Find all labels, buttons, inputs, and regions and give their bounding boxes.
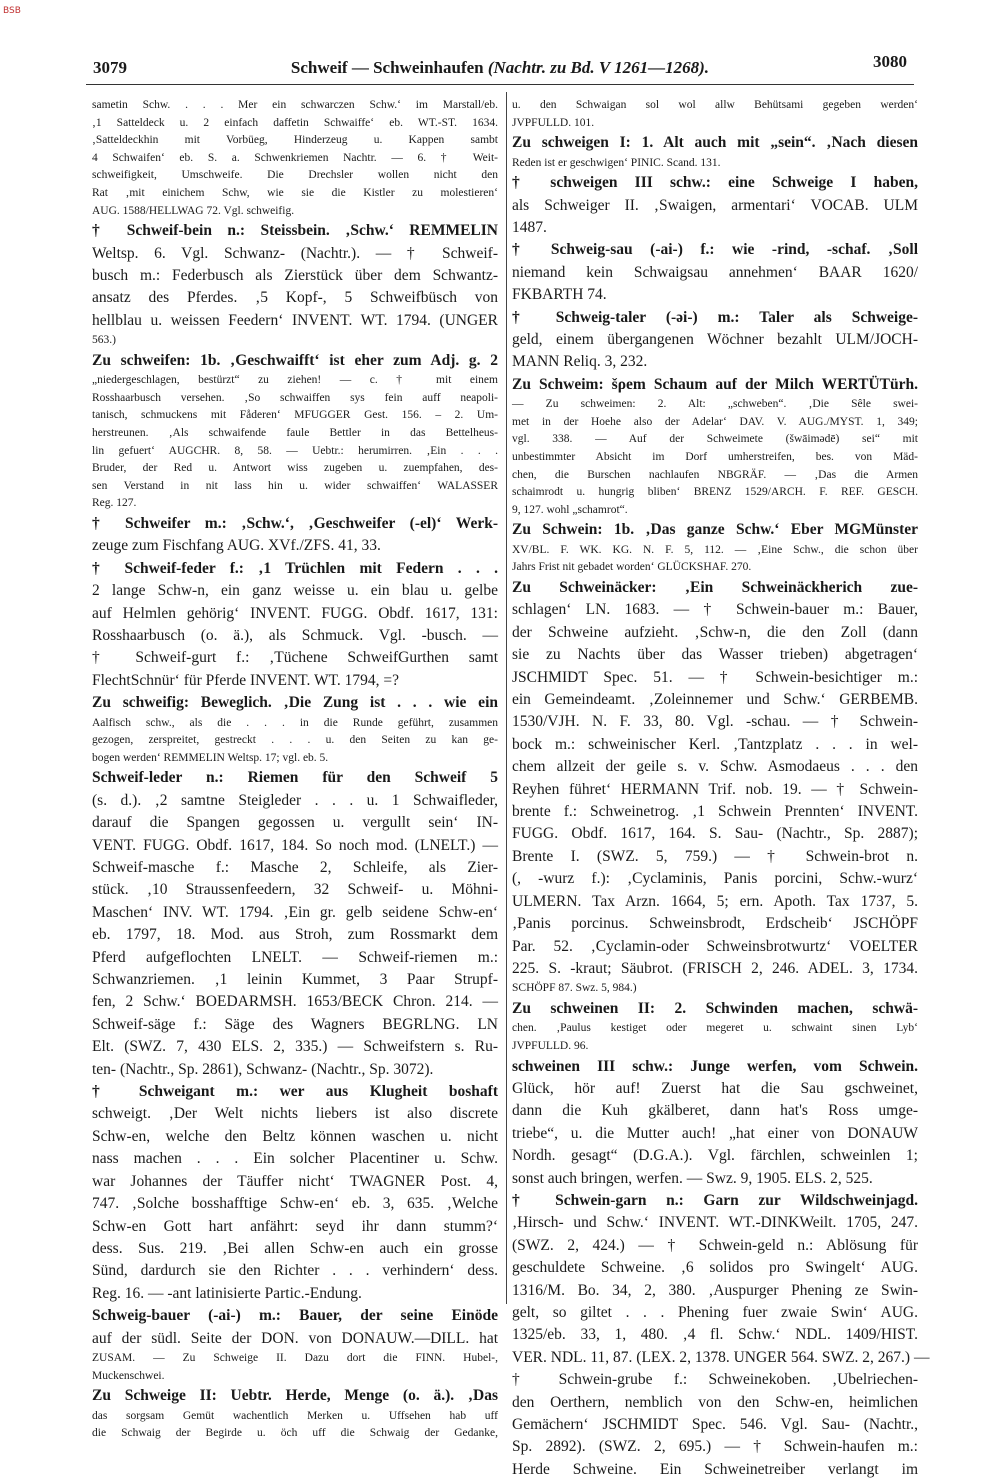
text-line: (, -wurz f.): ‚Cyclaminis, Panis porcini, Schw.-wurz‘	[512, 870, 918, 888]
text-line: Gemächern‘ JSCHMIDT Spec. 546. Vgl. Sau- (Nachtr.,	[512, 1416, 918, 1433]
library-stamp: BSB	[3, 6, 21, 16]
text-line: schweinen III schw.: Junge werfen, vom Schwein.	[512, 1057, 918, 1075]
text-line: (SWZ. 2, 424.) — † Schwein-geld n.: Ablösung für	[512, 1236, 918, 1254]
text-line: Brente I. (SWZ. 5, 759.) — † Schwein-brot n.	[512, 847, 918, 865]
text-line: sie zu Nachts über das Wasser trieben) abgetragen‘	[512, 646, 918, 664]
text-line: brente f.: Schweinetrog. ‚1 Schwein Prennten‘ INVENT.	[512, 803, 918, 821]
text-line: bock m.: schweinischer Kerl. ‚Tantzplatz . . . in wel-	[512, 735, 918, 753]
text-line: triebe“, u. die Mutter auch! „hat einer von DONAUW	[512, 1124, 918, 1142]
text-line: geschuldete Schweine. ‚6 solidos pro Swingelt‘ AUG.	[512, 1259, 918, 1277]
text-line: schaimrodt u. hungrig bliben‘ BRENZ 1529/ARCH. F. REF. GESCH.	[512, 486, 918, 499]
text-line: Zu schweinen II: 2. Schwinden machen, schwä-	[512, 999, 918, 1017]
text-line: † Schweig-sau (-ai-) f.: wie -rind, -schaf. ‚Soll	[512, 241, 918, 259]
page-number-right: 3080	[873, 52, 907, 71]
text-line: † Schweig-taler (-əi-) m.: Taler als Schweige-	[512, 308, 918, 326]
text-line: 747. ‚Solche bosshafftige Schw-en‘ eb. 3, 635. ‚Welche	[92, 1195, 498, 1213]
text-line: 225. S. -kraut; Säubrot. (FRISCH 2, 246. ADEL. 3, 1734.	[512, 959, 918, 977]
text-line: met in der Hoehe also der Adelar‘ DAV. V. AUG./MYST. 1, 349;	[512, 415, 918, 428]
text-line: Schwanzriemen. ‚1 leinin Kummet, 3 Paar Strupf-	[92, 971, 498, 989]
text-line: auf Helmlen gehörig‘ INVENT. FUGG. Obdf. 1617, 131:	[92, 604, 498, 622]
text-line: stück. ‚10 Straussenfeedern, 32 Schweif- u. Möhni-	[92, 881, 498, 899]
text-line: Aalfisch schw., als die . . . in die Runde geführt, zusammen	[92, 716, 498, 729]
text-line: chem allzeit der geile s. v. Schw. Asmodaeus . . . den	[512, 758, 918, 776]
page-number-left: 3079	[93, 58, 127, 77]
text-line: dann die Kuh gkälberet, dann hat's Ross umge-	[512, 1102, 918, 1120]
text-line: JVPFULLD. 101.	[512, 116, 595, 129]
text-line: † Schweif-feder f.: ‚1 Trüchlen mit Federn . . .	[92, 559, 498, 577]
text-line: 9, 127. wohl „schamrot“.	[512, 503, 628, 516]
text-line: auf der südl. Seite der DON. von DONAUW.—DILL. hat	[92, 1329, 498, 1347]
text-line: hellblau u. weissen Feedern‘ INVENT. WT. 1794. (UNGER	[92, 311, 498, 329]
text-line: den Oerthern, nemblich von den Schw-en, heimlichen	[512, 1393, 918, 1411]
text-line: SCHÖPF 87. Swz. 5, 984.)	[512, 982, 637, 995]
title-headwords: Schweif — Schweinhaufen	[290, 58, 484, 77]
text-line: „niedergeschlagen, bestürzt“ zu ziehen! — c. † mit einem	[92, 374, 498, 387]
text-line: † Schwein-grube f.: Schweinekoben. ‚Ubelriechen-	[512, 1371, 918, 1389]
text-line: ULMERN. Tax Arzn. 1664, 5; ern. Apoth. Tax 1737, 5.	[512, 892, 918, 910]
text-line: zeuge zum Fischfang AUG. XVf./ZFS. 41, 33.	[92, 537, 381, 555]
text-line: FlechtSchnür‘ für Pferde INVENT. WT. 1794, =?	[92, 671, 400, 689]
text-line: XV/BL. F. WK. KG. N. F. 5, 112. — ‚Eine Schw., die schon über	[512, 543, 918, 556]
left-column	[92, 97, 498, 1440]
text-line: nass machen . . . Ein solcher Placentiner u. Schw.	[92, 1150, 498, 1168]
text-line: Zu schweigen I: 1. Alt auch mit „sein“. ‚Nach diesen	[512, 134, 918, 152]
text-line: tanisch, schmuckens mit Fåderen‘ MFUGGER Gest. 156. – 2. Um-	[92, 409, 498, 422]
text-line: ZUSAM. — Zu Schweige II. Dazu dort die FINN. Hubel-,	[92, 1351, 498, 1364]
text-line: Zu Schweige II: Uebtr. Herde, Menge (o. ä.). ‚Das	[92, 1387, 498, 1405]
text-line: FKBARTH 74.	[512, 286, 607, 304]
text-line: † schweigen III schw.: eine Schweige I haben,	[512, 174, 918, 192]
text-line: 1325/eb. 33, 1, 480. ‚4 fl. Schw.‘ NDL. 1409/HIST.	[512, 1326, 918, 1344]
text-line: Bruder, der Red u. Antwort wiss zugeben u. zuempfahen, des-	[92, 462, 498, 475]
text-line: der Schweine aufzieht. ‚Schw-n, die den Zoll (dann	[512, 623, 918, 641]
text-line: die Schwaig der Begirde u. öch uff die Schwaig der Gedanke,	[92, 1427, 498, 1440]
text-line: Sünd, dardurch sie den Richter . . . verhindern‘ dess.	[92, 1262, 498, 1280]
text-line: Zu Schwein: 1b. ‚Das ganze Schw.‘ Eber MGMünster	[512, 521, 918, 539]
text-line: (s. d.). ‚2 samtne Steigleder . . . u. 1 Schwaifleder,	[92, 791, 498, 809]
text-line: † Schweigant m.: wer aus Klugheit boshaft	[92, 1083, 498, 1101]
text-line: Schweif-masche f.: Masche 2, Schleife, als Zier-	[92, 859, 498, 876]
text-line: Nordh. gesagt“ (D.G.A.). Vgl. färchlen, schweinlen 1;	[512, 1147, 918, 1165]
text-line: 4 Schwaifen‘ eb. S. a. Schwenkriemen Nachtr. — 6. † Weit-	[92, 151, 498, 164]
text-line: Pferd aufgeflochten LNELT. — Schweif-riemen m.:	[92, 948, 498, 966]
text-line: bogen werden‘ REMMELIN Weltsp. 17; vgl. eb. 5.	[92, 751, 329, 764]
text-line: † Schweif-gurt f.: ‚Tüchene SchweifGurthen samt	[92, 649, 498, 667]
text-line: Muckenschwei.	[92, 1369, 165, 1382]
text-line: Rosshaarbusch (o. ä.), als Schmuck. Vgl. -busch. —	[92, 626, 498, 644]
text-line: sametin Schw. . . . Mer ein schwarczen Schw.‘ im Marstall/eb.	[92, 99, 498, 111]
text-line: 1530/VJH. N. F. 33, 80. Vgl. -schau. — † Schwein-	[512, 713, 918, 731]
title-volume-ref: (Nachtr. zu Bd. V 1261—1268).	[487, 58, 710, 77]
text-line: war Johannes der Täuffer nicht‘ TWAGNER Post. 4,	[92, 1172, 498, 1190]
text-line: Herde Schweine. Ein Schweinetreiber verlangt im	[512, 1460, 918, 1478]
text-line: unbestimmter Absicht im Dorf umherstreifen, bes. von Mäd-	[512, 451, 918, 464]
text-line: Maschen‘ INV. WT. 1794. ‚Ein gr. gelb seidene Schw-en‘	[92, 903, 498, 921]
text-line: 563.)	[92, 334, 116, 347]
text-line: Reyhen führet‘ HERMANN Trif. nob. 19. — † Schwein-	[512, 780, 918, 798]
text-line: VENT. FUGG. Obdf. 1617, 184. So noch mod. (LNELT.) —	[92, 836, 498, 854]
text-line: Schweig-bauer (-ai-) m.: Bauer, der seine Einöde	[92, 1307, 498, 1325]
text-line: JSCHMIDT Spec. 51. — † Schwein-besichtiger m.:	[512, 668, 918, 686]
text-line: Reg. 127.	[92, 497, 137, 510]
text-line: fen, 2 Schw.‘ BOEDARMSH. 1653/BECK Chron. 214. —	[92, 993, 498, 1011]
text-line: — Zu schweimen: 2. Alt: „schweben“. ‚Die Sêle swei-	[512, 398, 918, 411]
text-line: MANN Reliq. 3, 232.	[512, 353, 648, 371]
text-line: ‚Panis porcinus. Schweinsbrodt, Erdscheib‘ JSCHÖPF	[512, 915, 918, 933]
running-header	[86, 52, 914, 80]
header-rule	[86, 84, 914, 85]
text-line: dess. Sus. 219. ‚Bei allen Schw-en auch ein grosse	[92, 1239, 498, 1257]
column-divider	[506, 92, 507, 1304]
text-line: Reden ist er geschwigen‘ PINIC. Scand. 131.	[512, 156, 721, 169]
text-line: chen, die Burschen nachlaufen NBGRÄF. — ‚Das die Armen	[512, 468, 918, 481]
text-line: Zu schweifen: 1b. ‚Geschwaifft‘ ist eher zum Adj. g. 2	[92, 351, 498, 369]
text-line: FUGG. Obdf. 1617, 164. S. Sau- (Nachtr., Sp. 2887);	[512, 825, 918, 843]
text-line: Zu Schweinäcker: ‚Ein Schweinäckherich zue-	[512, 579, 918, 596]
text-line: Schweif-säge f.: Säge des Wagners BEGRLNG. LN	[92, 1015, 498, 1033]
running-title	[86, 58, 914, 78]
text-line: u. den Schwaigan sol wol allw Behütsami gegeben werden‘	[512, 99, 918, 111]
text-line: Glück, hör auf! Zuerst hat die Sau gschweinet,	[512, 1079, 918, 1097]
text-line: Zu Schweim: šρem Schaum auf der Milch WERTÜTürh.	[512, 375, 918, 393]
text-line: † Schwein-garn n.: Garn zur Wildschweinjagd.	[512, 1191, 918, 1209]
text-line: Rat ‚mit einichem Schw, wie sie die Kistler zu molestieren‘	[92, 186, 498, 199]
text-line: ‚Satteldeckhin mit Vorbüeg, Hinderzeug u. Kappen sambt	[92, 134, 498, 147]
text-line: eb. 1797, 18. Mod. aus Stroh, zum Rossmarkt dem	[92, 926, 498, 944]
text-line: ‚1 Satteldeck u. 2 einfach daffetin Schwaiffe‘ eb. WT.-ST. 1634.	[92, 116, 498, 129]
text-line: geld, einem übergangenen Wöchner bezahlt ULM/JOCH-	[512, 331, 918, 349]
text-line: Zu schweifig: Beweglich. ‚Die Zung ist . . . wie ein	[92, 694, 498, 712]
text-line: schweigt. ‚Der Welt nichts liebers ist also discrete	[92, 1105, 498, 1123]
text-line: JVPFULLD. 96.	[512, 1039, 589, 1052]
text-line: schweifigkeit, Umschweife. Die Drechsler wollen nicht den	[92, 169, 498, 182]
text-line: Elt. (SWZ. 7, 430 ELS. 2, 335.) — Schweifstern s. Ru-	[92, 1038, 498, 1056]
text-line: 2 lange Schw-n, ein ganz weisse u. ein blau u. gelbe	[92, 582, 498, 600]
text-line: † Schweifer m.: ‚Schw.‘, ‚Geschweifer (-el)‘ Werk-	[92, 514, 498, 532]
text-line: AUG. 1588/HELLWAG 72. Vgl. schweifig.	[92, 204, 295, 217]
text-line: Schweif-leder n.: Riemen für den Schweif 5	[92, 769, 498, 787]
text-line: Schw-en Gott hart anfährt: seyd ihr dann stumm?‘	[92, 1217, 498, 1235]
text-line: vgl. 338. — Auf der Schweimete (šwāimədē) sei“ mit	[512, 433, 918, 446]
text-line: busch m.: Federbusch als Zierstück über dem Schwantz-	[92, 266, 498, 284]
text-line: gezogen, zerspreitet, gestreckt . . . u. den Seiten zu kan ge-	[92, 734, 498, 747]
text-line: chen. ‚Paulus kestiget oder megeret u. schwaint sinen Lyb‘	[512, 1022, 918, 1035]
text-line: Weltsp. 6. Vgl. Schwanz- (Nachtr.). — † Schweif-	[92, 244, 498, 262]
text-line: gelt, so giltet . . . Phening fuer zwaie Swin‘ AUG.	[512, 1303, 918, 1321]
text-line: lin gefuert‘ AUGCHR. 8, 58. — Uebtr.: herumirren. ‚Ein . . .	[92, 444, 498, 457]
text-line: Rosshaarbusch versehen. ‚So schwaiffen sys fein auff neapoli-	[92, 391, 498, 404]
text-line: ein Gemeindeamt. ‚Zoleinnemer und Schw.‘ GERBEMB.	[512, 691, 918, 709]
text-line: Sp. 2892). (SWZ. 2, 695.) — † Schwein-haufen m.:	[512, 1438, 918, 1456]
right-column	[512, 97, 930, 1478]
text-line: niemand kein Schwaigsau annehmen‘ BAAR 1620/	[512, 263, 918, 281]
text-line: Schw-en, welche den Beltz können waschen u. nicht	[92, 1127, 498, 1145]
text-line: das sorgsam Gemüt wachentlich Merken u. Uffsehen hab uff	[92, 1409, 498, 1422]
text-line: schlagen‘ LN. 1683. — † Schwein-bauer m.: Bauer,	[512, 601, 918, 619]
text-line: 1316/M. Bo. 34, 2, 380. ‚Auspurger Phening ze Swin-	[512, 1281, 918, 1299]
text-line: ‚Hirsch- und Schw.‘ INVENT. WT.-DINKWeilt. 1705, 247.	[512, 1214, 918, 1232]
text-line: sen Verstand in nit lass hin u. wider schwaiffen‘ WALASSER	[92, 479, 498, 492]
text-line: Reg. 16. — -ant latinisierte Partic.-Endung.	[92, 1284, 362, 1302]
text-line: VER. NDL. 11, 87. (LEX. 2, 1378. UNGER 564. SWZ. 2, 267.) —	[512, 1348, 930, 1366]
text-line: Par. 52. ‚Cyclamin-oder Schweinsbrotwurtz‘ VOELTER	[512, 937, 918, 955]
text-line: als Schweiger II. ‚Swaigen, armentari‘ VOCAB. ULM	[512, 196, 918, 214]
text-line: darauf die Spangen gegossen u. vergullt sein‘ IN-	[92, 814, 498, 832]
text-line: ten- (Nachtr., Sp. 2861), Schwanz- (Nachtr., Sp. 3072).	[92, 1060, 434, 1078]
text-line: ansatz des Pferdes. ‚5 Kopf-, 5 Schweifbüsch von	[92, 289, 498, 307]
text-line: sonst auch bringen, werfen. — Swz. 9, 1905. ELS. 2, 525.	[512, 1169, 873, 1187]
text-line: 1487.	[512, 219, 547, 236]
text-line: Jahrs Frist nit gebadet worden‘ GLÜCKSHAF. 270.	[512, 561, 752, 574]
text-line: herstreunen. ‚Als schwaifende faule Bettler in das Bettelheus-	[92, 426, 498, 439]
text-line: † Schweif-bein n.: Steissbein. ‚Schw.‘ REMMELIN	[92, 222, 498, 240]
